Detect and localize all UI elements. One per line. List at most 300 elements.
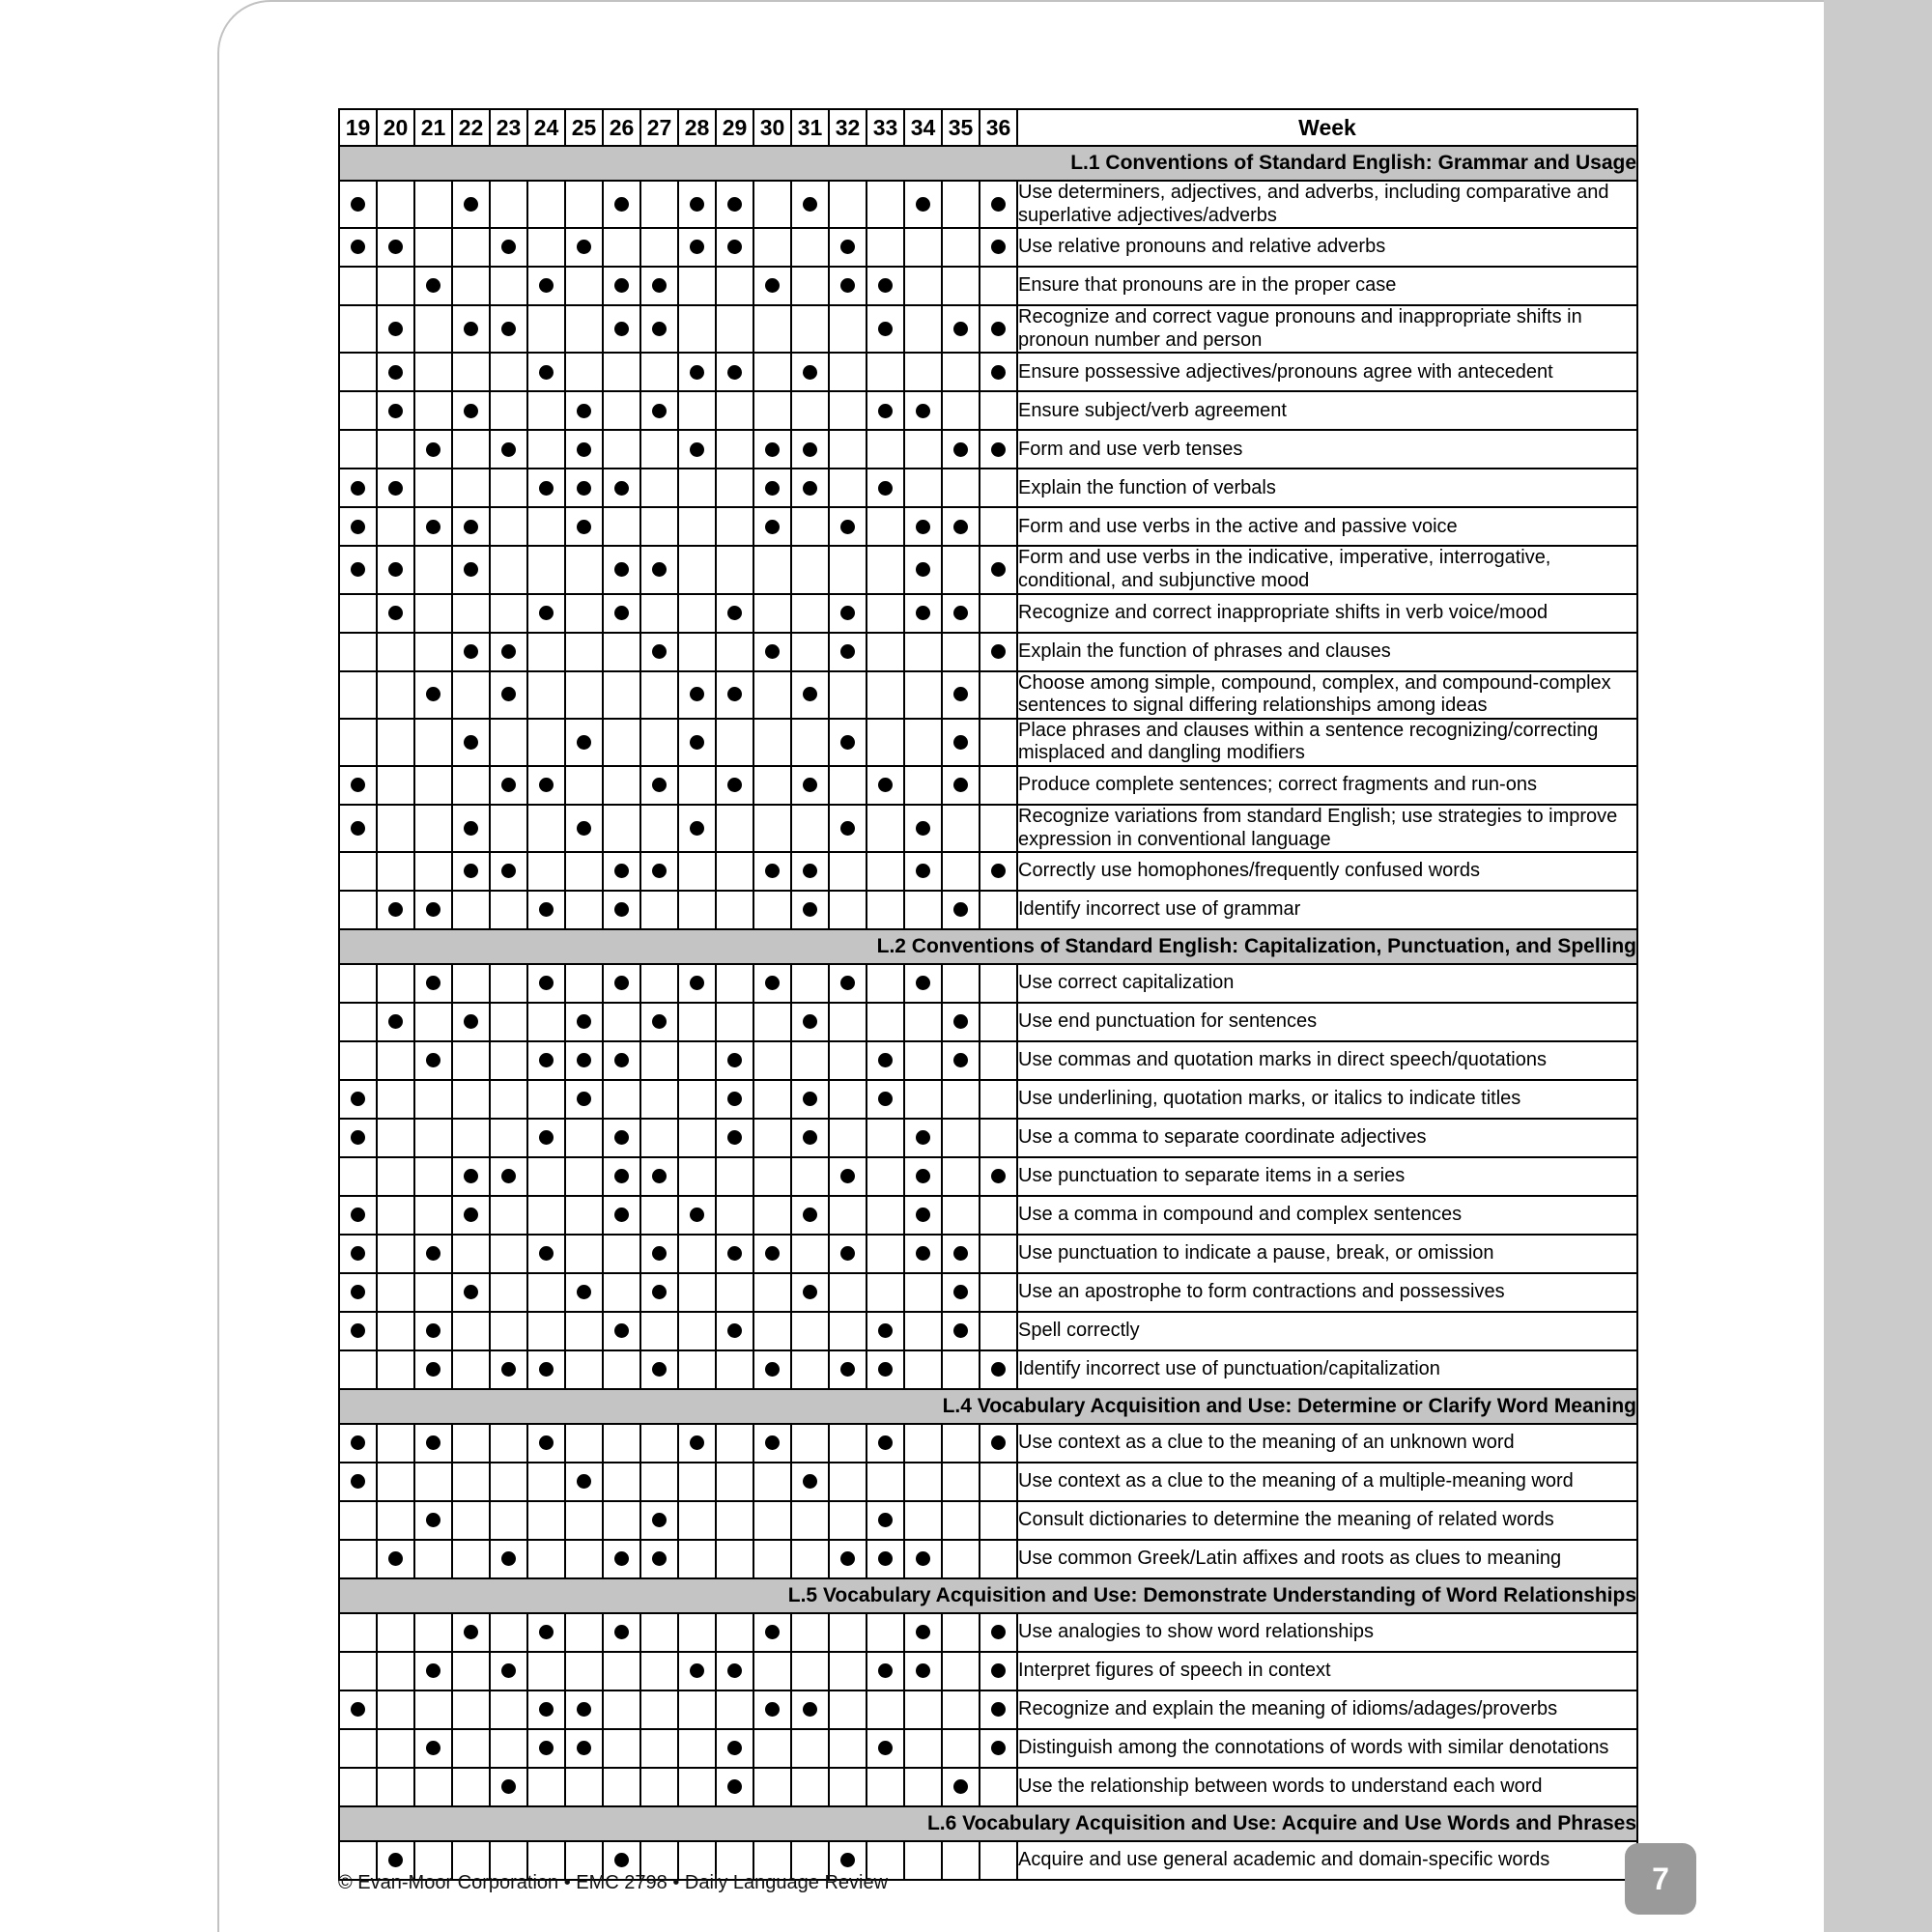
week-cell [414,507,452,546]
week-cell [527,1463,565,1501]
week-cell [603,1540,640,1578]
week-cell [904,430,942,469]
week-cell [904,1690,942,1729]
week-cell [716,228,753,267]
dot-marker [464,562,478,577]
week-cell [565,633,603,671]
week-cell [414,671,452,719]
dot-marker [803,1285,817,1299]
dot-marker [916,562,930,577]
week-cell [414,1350,452,1389]
week-cell [414,430,452,469]
week-cell [490,1424,527,1463]
week-cell [414,1041,452,1080]
week-cell [829,805,867,852]
week-cell [527,594,565,633]
dot-marker [765,976,780,990]
week-cell [414,891,452,929]
week-cell [791,305,829,353]
week-cell [377,1041,414,1080]
dot-marker [727,1246,742,1261]
week-cell [678,181,716,228]
week-cell [452,1003,490,1041]
dot-marker [953,1053,968,1067]
skill-label: Form and use verbs in the active and passive voice [1017,507,1637,546]
week-cell [829,1235,867,1273]
week-cell [678,1312,716,1350]
dot-marker [539,1130,554,1145]
skill-row [339,228,1637,267]
week-cell [490,1157,527,1196]
week-cell [678,719,716,766]
dot-marker [916,1551,930,1566]
week-cell [829,766,867,805]
week-cell [490,594,527,633]
week-cell [339,805,377,852]
week-cell [753,633,791,671]
skill-label: Use punctuation to separate items in a series [1017,1157,1637,1196]
dot-marker [426,520,440,534]
skill-label: Use analogies to show word relationships [1017,1613,1637,1652]
dot-marker [991,1741,1006,1755]
week-cell [490,671,527,719]
dot-marker [953,1285,968,1299]
week-cell [678,267,716,305]
week-cell [678,1003,716,1041]
dot-marker [916,864,930,878]
dot-marker [991,1169,1006,1183]
dot-marker [577,821,591,836]
dot-marker [539,278,554,293]
dot-marker [351,197,365,212]
dot-marker [577,240,591,254]
week-cell [980,1196,1017,1235]
dot-marker [652,1285,667,1299]
week-cell [904,891,942,929]
week-cell [753,1080,791,1119]
week-cell [829,353,867,391]
week-cell [829,1003,867,1041]
week-cell [527,766,565,805]
week-number-header: 26 [603,109,640,146]
skill-row [339,1119,1637,1157]
week-cell [980,430,1017,469]
week-number-header: 24 [527,109,565,146]
week-cell [377,719,414,766]
skill-label: Recognize variations from standard English; use strategies to improve expression in conventional language [1017,805,1637,852]
dot-marker [991,240,1006,254]
week-cell [904,633,942,671]
week-cell [339,181,377,228]
dot-marker [878,481,893,496]
skill-row [339,1350,1637,1389]
week-cell [753,1119,791,1157]
week-cell [980,1729,1017,1768]
dot-marker [614,1053,629,1067]
week-cell [791,353,829,391]
week-cell [678,1350,716,1389]
section-header-row [339,1806,1637,1841]
week-cell [716,1080,753,1119]
dot-marker [577,1741,591,1755]
week-cell [904,852,942,891]
dot-marker [464,520,478,534]
week-cell [829,228,867,267]
skill-label: Use commas and quotation marks in direct speech/quotations [1017,1041,1637,1080]
week-cell [942,1273,980,1312]
week-cell [716,964,753,1003]
week-cell [414,1157,452,1196]
week-cell [452,228,490,267]
dot-marker [840,1362,855,1377]
week-cell [377,1540,414,1578]
week-number-header: 32 [829,109,867,146]
week-cell [791,719,829,766]
week-cell [377,1157,414,1196]
dot-marker [916,1130,930,1145]
dot-marker [803,481,817,496]
week-cell [640,719,678,766]
skill-row [339,181,1637,228]
week-cell [753,1768,791,1806]
week-cell [452,267,490,305]
dot-marker [501,687,516,701]
week-cell [640,430,678,469]
week-cell [339,1041,377,1080]
week-cell [942,671,980,719]
week-cell [339,891,377,929]
dot-marker [388,1551,403,1566]
week-cell [716,1041,753,1080]
week-cell [867,1312,904,1350]
week-cell [980,1312,1017,1350]
week-cell [414,1729,452,1768]
skill-label: Place phrases and clauses within a sentence recognizing/correcting misplaced and dangling modifiers [1017,719,1637,766]
week-cell [829,1273,867,1312]
week-cell [565,594,603,633]
week-cell [942,1652,980,1690]
week-cell [603,805,640,852]
week-cell [414,1613,452,1652]
week-cell [377,1463,414,1501]
dot-marker [652,864,667,878]
week-cell [753,1157,791,1196]
dot-marker [953,902,968,917]
week-cell [527,1312,565,1350]
week-cell [791,1768,829,1806]
week-number-header: 23 [490,109,527,146]
dot-marker [840,278,855,293]
week-cell [603,1768,640,1806]
skill-label: Identify incorrect use of grammar [1017,891,1637,929]
week-cell [867,1235,904,1273]
dot-marker [501,1779,516,1794]
page-number-badge [1625,1843,1696,1915]
week-cell [753,1690,791,1729]
dot-marker [577,1014,591,1029]
week-cell [942,633,980,671]
week-cell [490,1463,527,1501]
skill-row [339,1312,1637,1350]
dot-marker [878,1362,893,1377]
week-cell [829,1119,867,1157]
week-cell [716,391,753,430]
section-title: L.6 Vocabulary Acquisition and Use: Acquire and Use Words and Phrases [339,1806,1637,1841]
skill-label: Form and use verb tenses [1017,430,1637,469]
week-cell [829,391,867,430]
week-cell [565,1350,603,1389]
week-cell [603,719,640,766]
week-cell [339,1235,377,1273]
skill-label: Use context as a clue to the meaning of a multiple-meaning word [1017,1463,1637,1501]
week-cell [678,964,716,1003]
week-cell [753,1463,791,1501]
skill-label: Produce complete sentences; correct fragments and run-ons [1017,766,1637,805]
week-cell [490,1690,527,1729]
week-cell [942,805,980,852]
week-cell [867,1003,904,1041]
dot-marker [916,1208,930,1222]
week-cell [377,1196,414,1235]
skill-label: Ensure possessive adjectives/pronouns agree with antecedent [1017,353,1637,391]
dot-marker [539,1246,554,1261]
week-cell [904,228,942,267]
dot-marker [464,322,478,336]
week-cell [339,430,377,469]
week-cell [640,852,678,891]
week-cell [980,1613,1017,1652]
dot-marker [501,644,516,659]
skill-row [339,430,1637,469]
week-cell [490,1613,527,1652]
week-cell [942,267,980,305]
week-cell [716,507,753,546]
week-cell [452,1273,490,1312]
dot-marker [426,1053,440,1067]
week-cell [490,469,527,507]
week-cell [603,1157,640,1196]
week-cell [867,1613,904,1652]
week-cell [414,1501,452,1540]
week-cell [753,267,791,305]
skill-row [339,305,1637,353]
week-cell [791,1690,829,1729]
skill-row [339,1003,1637,1041]
skill-label: Explain the function of phrases and clauses [1017,633,1637,671]
week-cell [980,1003,1017,1041]
week-cell [867,353,904,391]
week-cell [603,1003,640,1041]
dot-marker [840,735,855,750]
week-cell [603,1729,640,1768]
week-cell [716,719,753,766]
week-cell [678,353,716,391]
week-cell [565,964,603,1003]
dot-marker [916,404,930,418]
week-cell [867,766,904,805]
week-cell [904,1157,942,1196]
dot-marker [953,778,968,792]
dot-marker [953,520,968,534]
week-cell [904,1729,942,1768]
skill-label: Use determiners, adjectives, and adverbs, including comparative and superlative adjectives/adverbs [1017,181,1637,228]
week-cell [904,719,942,766]
dot-marker [840,1169,855,1183]
week-cell [414,353,452,391]
skill-row [339,1235,1637,1273]
week-cell [603,1501,640,1540]
dot-marker [539,778,554,792]
week-cell [452,964,490,1003]
dot-marker [991,1702,1006,1717]
week-cell [452,507,490,546]
week-cell [716,305,753,353]
week-cell [716,1003,753,1041]
week-cell [339,594,377,633]
dot-marker [426,1513,440,1527]
dot-marker [953,1779,968,1794]
week-cell [942,719,980,766]
week-cell [678,1540,716,1578]
week-cell [678,805,716,852]
week-cell [527,1235,565,1273]
dot-marker [426,1663,440,1678]
week-cell [753,891,791,929]
week-cell [829,1463,867,1501]
week-cell [791,1613,829,1652]
week-cell [829,1613,867,1652]
week-cell [678,671,716,719]
week-header-row [339,109,1637,146]
week-cell [678,1463,716,1501]
week-cell [414,1424,452,1463]
dot-marker [426,1246,440,1261]
week-cell [942,1690,980,1729]
week-cell [490,1350,527,1389]
week-cell [867,1768,904,1806]
dot-marker [727,606,742,620]
week-cell [414,267,452,305]
week-cell [753,305,791,353]
week-cell [942,430,980,469]
week-cell [377,1119,414,1157]
week-cell [377,1501,414,1540]
dot-marker [539,365,554,380]
week-cell [753,1613,791,1652]
week-cell [791,391,829,430]
week-cell [678,1080,716,1119]
dot-marker [652,1169,667,1183]
week-cell [867,1690,904,1729]
week-cell [640,1424,678,1463]
week-cell [640,1613,678,1652]
week-cell [640,964,678,1003]
footer-credit: © Evan-Moor Corporation • EMC 2798 • Daily Language Review [338,1872,889,1893]
dot-marker [953,735,968,750]
week-cell [565,1690,603,1729]
week-cell [829,1157,867,1196]
week-cell [980,1768,1017,1806]
week-cell [565,891,603,929]
week-cell [942,1235,980,1273]
week-cell [490,964,527,1003]
week-number-header: 27 [640,109,678,146]
week-cell [716,1690,753,1729]
week-cell [980,1690,1017,1729]
dot-marker [765,1702,780,1717]
week-cell [904,391,942,430]
dot-marker [652,1014,667,1029]
dot-marker [426,1323,440,1338]
dot-marker [577,1474,591,1489]
dot-marker [803,442,817,457]
week-cell [753,507,791,546]
week-cell [829,671,867,719]
week-cell [414,1312,452,1350]
skill-label: Use correct capitalization [1017,964,1637,1003]
week-cell [452,671,490,719]
week-cell [414,1196,452,1235]
dot-marker [614,1169,629,1183]
week-cell [452,391,490,430]
week-cell [791,766,829,805]
week-cell [980,964,1017,1003]
week-cell [339,1424,377,1463]
week-cell [640,353,678,391]
week-cell [829,1312,867,1350]
dot-marker [464,1625,478,1639]
week-cell [716,353,753,391]
dot-marker [765,864,780,878]
week-cell [716,1273,753,1312]
week-cell [377,1768,414,1806]
week-cell [452,546,490,593]
week-cell [452,353,490,391]
week-cell [377,1690,414,1729]
week-cell [339,507,377,546]
dot-marker [727,778,742,792]
week-cell [565,1080,603,1119]
week-cell [753,1196,791,1235]
week-cell [527,1729,565,1768]
dot-marker [652,1551,667,1566]
dot-marker [464,644,478,659]
week-cell [867,805,904,852]
week-cell [640,671,678,719]
week-cell [640,1768,678,1806]
skill-row [339,1273,1637,1312]
week-cell [942,1768,980,1806]
week-cell [339,1119,377,1157]
week-cell [339,1273,377,1312]
week-cell [565,1157,603,1196]
week-cell [829,891,867,929]
week-cell [414,1768,452,1806]
week-cell [527,305,565,353]
week-cell [678,1729,716,1768]
week-cell [527,1768,565,1806]
week-cell [377,671,414,719]
week-cell [414,805,452,852]
week-cell [527,228,565,267]
week-cell [753,964,791,1003]
week-cell [904,766,942,805]
dot-marker [351,481,365,496]
week-cell [414,391,452,430]
week-cell [980,391,1017,430]
dot-marker [652,404,667,418]
skills-matrix-table [338,108,1638,1881]
